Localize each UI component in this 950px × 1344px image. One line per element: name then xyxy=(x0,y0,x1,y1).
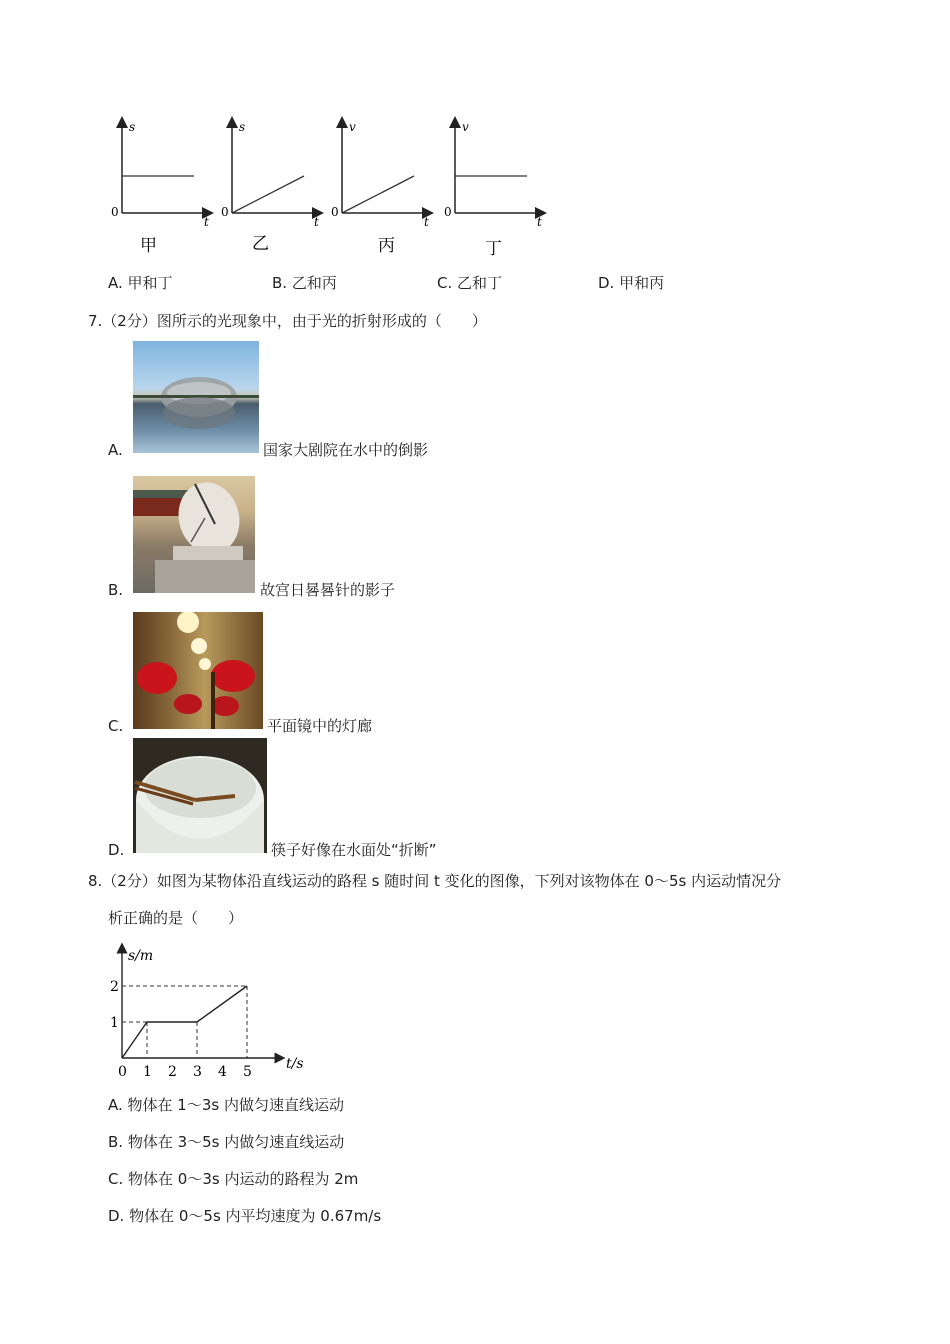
graph-ding-ylabel: v xyxy=(462,120,469,134)
q8-stem-line1: 8.（2分）如图为某物体沿直线运动的路程 s 随时间 t 变化的图像，下列对该物体在 0～5s 内运动情况分 xyxy=(88,872,782,890)
graph-yi-xlabel: t xyxy=(314,215,319,229)
graph-yi-ylabel: s xyxy=(239,120,246,134)
q8-x-tick-label: 5 xyxy=(243,1064,252,1080)
q8-chart xyxy=(100,940,330,1080)
q8-option-b: B. 物体在 3～5s 内做匀速直线运动 xyxy=(108,1133,345,1151)
graph-bing-origin: 0 xyxy=(331,205,339,219)
q6-option-b: B. 乙和丙 xyxy=(272,274,337,292)
q8-option-a: A. 物体在 1～3s 内做匀速直线运动 xyxy=(108,1096,344,1114)
graph-yi-origin: 0 xyxy=(221,205,229,219)
q8-x-tick-label: 3 xyxy=(193,1064,202,1080)
q6-option-c: C. 乙和丁 xyxy=(437,274,503,292)
q8-x-tick-label: 0 xyxy=(118,1064,127,1080)
graph-jia-origin: 0 xyxy=(111,205,119,219)
q8-series-line xyxy=(122,986,247,1058)
graph-ding-xlabel: t xyxy=(537,215,542,229)
q7-stem: 7.（2分）图所示的光现象中，由于光的折射形成的（ ） xyxy=(88,312,487,330)
graph-ding-origin: 0 xyxy=(444,205,452,219)
graph-yi xyxy=(221,120,319,254)
graph-ding-label: 丁 xyxy=(485,239,502,259)
graph-ding xyxy=(444,120,542,259)
graph-bing-label: 丙 xyxy=(378,236,395,256)
q7-image-d xyxy=(133,738,267,853)
q6-graphs xyxy=(0,110,600,270)
q8-option-c: C. 物体在 0～3s 内运动的路程为 2m xyxy=(108,1170,359,1188)
q7-image-c xyxy=(133,612,263,729)
q8-x-tick-label: 4 xyxy=(218,1064,227,1080)
q7-option-c-letter: C. xyxy=(108,717,124,735)
q7-option-d-letter: D. xyxy=(108,841,125,859)
q6-option-a: A. 甲和丁 xyxy=(108,274,173,292)
graph-bing xyxy=(331,120,429,256)
q8-stem-line2: 析正确的是（ ） xyxy=(108,909,244,927)
q7-option-c-text: 平面镜中的灯廊 xyxy=(267,717,373,735)
q8-y-tick-label: 1 xyxy=(110,1015,119,1031)
q8-x-tick-label: 1 xyxy=(143,1064,152,1080)
graph-bing-ylabel: v xyxy=(349,120,356,134)
q7-option-a-text: 国家大剧院在水中的倒影 xyxy=(263,441,429,459)
graph-jia-ylabel: s xyxy=(129,120,136,134)
q7-option-a-letter: A. xyxy=(108,441,123,459)
q8-option-d: D. 物体在 0～5s 内平均速度为 0.67m/s xyxy=(108,1207,382,1225)
q7-option-b-text: 故宫日晷晷针的影子 xyxy=(260,581,396,599)
graph-jia-label: 甲 xyxy=(140,236,157,256)
q6-option-d: D. 甲和丙 xyxy=(598,274,665,292)
graph-bing-xlabel: t xyxy=(424,215,429,229)
q8-x-tick-label: 2 xyxy=(168,1064,177,1080)
graph-jia-xlabel: t xyxy=(204,215,209,229)
q7-option-b-letter: B. xyxy=(108,581,124,599)
graph-yi-label: 乙 xyxy=(252,234,269,254)
q8-xlabel: t/s xyxy=(286,1056,304,1072)
q7-option-d-text: 筷子好像在水面处“折断” xyxy=(271,841,437,859)
graph-jia xyxy=(111,120,209,256)
q7-image-b xyxy=(133,476,255,593)
q8-ylabel: s/m xyxy=(128,948,154,964)
q8-y-tick-label: 2 xyxy=(110,979,119,995)
q7-image-a xyxy=(133,341,259,453)
